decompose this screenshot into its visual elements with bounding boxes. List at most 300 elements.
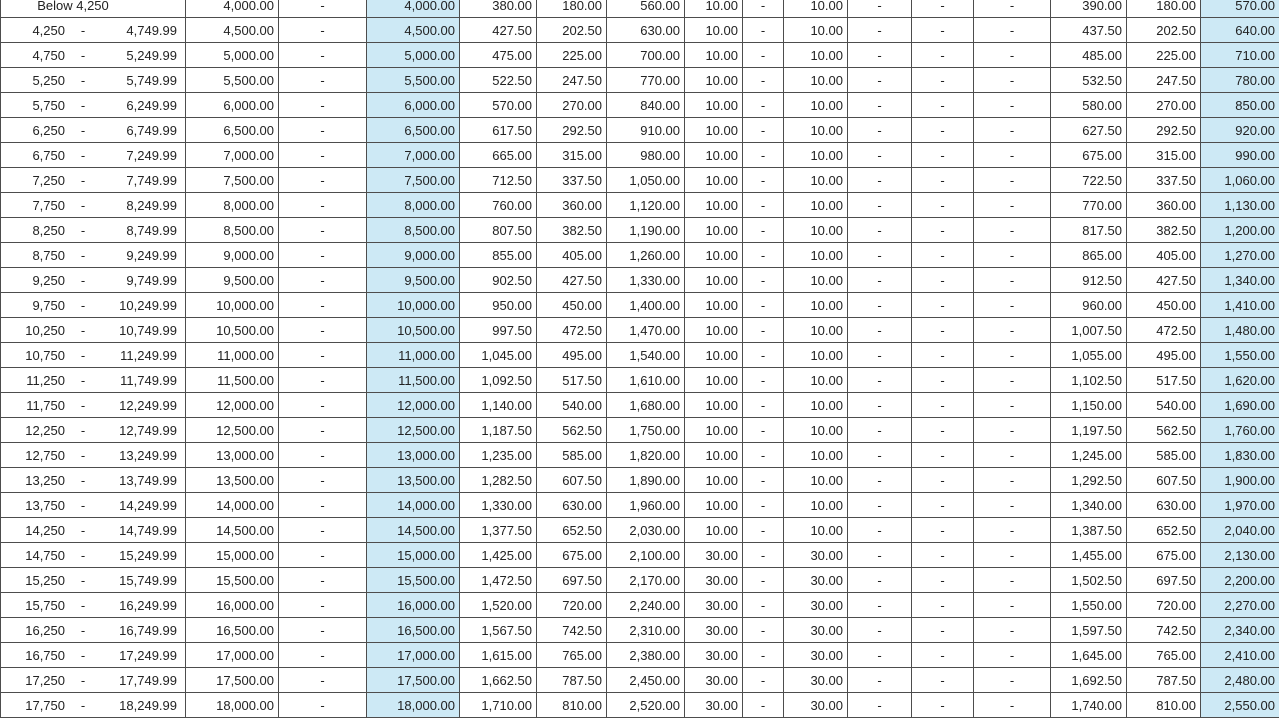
regular-total-cell: 700.00 [607, 43, 685, 68]
mpf-er-cell: - [848, 293, 912, 318]
total-salary-credit-cell: 5,500.00 [367, 68, 460, 93]
regular-total-cell: 1,120.00 [607, 193, 685, 218]
regular-ee-cell: 675.00 [537, 543, 607, 568]
mpf-salary-credit-cell: - [279, 268, 367, 293]
grand-total-cell: 1,480.00 [1201, 318, 1279, 343]
ec-ee-cell: - [743, 243, 784, 268]
total-ee-cell: 225.00 [1127, 43, 1201, 68]
salary-range-cell [1, 0, 186, 18]
regular-total-cell: 630.00 [607, 18, 685, 43]
mpf-salary-credit-cell: - [279, 568, 367, 593]
ec-ee-cell: - [743, 393, 784, 418]
table-row [1, 393, 1279, 418]
total-er-cell: 1,692.50 [1051, 668, 1127, 693]
total-er-cell: 1,550.00 [1051, 593, 1127, 618]
table-row [1, 343, 1279, 368]
total-salary-credit-cell: 17,500.00 [367, 668, 460, 693]
regular-ee-cell: 247.50 [537, 68, 607, 93]
ec-total-cell: 30.00 [784, 643, 848, 668]
salary-range-cell [1, 93, 186, 118]
total-ee-cell: 517.50 [1127, 368, 1201, 393]
total-ee-cell: 472.50 [1127, 318, 1201, 343]
mpf-total-cell: - [974, 443, 1051, 468]
mpf-total-cell: - [974, 593, 1051, 618]
grand-total-cell: 850.00 [1201, 93, 1279, 118]
range-to: 18,249.99 [119, 697, 177, 713]
regular-total-cell: 2,030.00 [607, 518, 685, 543]
salary-range-cell [1, 43, 186, 68]
monthly-salary-credit-cell: 15,000.00 [186, 543, 279, 568]
table-body [1, 0, 1279, 718]
regular-ee-cell: 562.50 [537, 418, 607, 443]
mpf-total-cell: - [974, 618, 1051, 643]
monthly-salary-credit-cell: 9,000.00 [186, 243, 279, 268]
regular-er-cell: 902.50 [460, 268, 537, 293]
total-ee-cell: 450.00 [1127, 293, 1201, 318]
mpf-total-cell: - [974, 118, 1051, 143]
total-ee-cell: 247.50 [1127, 68, 1201, 93]
total-ee-cell: 630.00 [1127, 493, 1201, 518]
range-separator: - [80, 222, 86, 238]
total-salary-credit-cell: 4,500.00 [367, 18, 460, 43]
table-row [1, 168, 1279, 193]
regular-ee-cell: 720.00 [537, 593, 607, 618]
ec-total-cell: 30.00 [784, 568, 848, 593]
ec-ee-cell: - [743, 443, 784, 468]
grand-total-cell: 1,410.00 [1201, 293, 1279, 318]
monthly-salary-credit-cell: 16,500.00 [186, 618, 279, 643]
total-ee-cell: 810.00 [1127, 693, 1201, 718]
ec-er-cell: 10.00 [685, 43, 743, 68]
ec-total-cell: 10.00 [784, 193, 848, 218]
salary-range-cell [1, 318, 186, 343]
regular-total-cell: 2,170.00 [607, 568, 685, 593]
table-row [1, 593, 1279, 618]
ec-er-cell: 10.00 [685, 218, 743, 243]
regular-total-cell: 1,960.00 [607, 493, 685, 518]
table-row [1, 43, 1279, 68]
grand-total-cell: 1,550.00 [1201, 343, 1279, 368]
total-er-cell: 485.00 [1051, 43, 1127, 68]
range-from: 13,750 [25, 497, 65, 513]
table-row [1, 543, 1279, 568]
ec-ee-cell: - [743, 418, 784, 443]
grand-total-cell: 2,040.00 [1201, 518, 1279, 543]
regular-er-cell: 1,472.50 [460, 568, 537, 593]
mpf-er-cell: - [848, 543, 912, 568]
regular-total-cell: 2,520.00 [607, 693, 685, 718]
range-to: 8,249.99 [126, 197, 177, 213]
regular-ee-cell: 405.00 [537, 243, 607, 268]
ec-total-cell: 10.00 [784, 368, 848, 393]
range-from: 5,750 [32, 97, 65, 113]
mpf-er-cell: - [848, 393, 912, 418]
total-er-cell: 1,502.50 [1051, 568, 1127, 593]
regular-total-cell: 770.00 [607, 68, 685, 93]
mpf-ee-cell: - [912, 368, 974, 393]
total-ee-cell: 270.00 [1127, 93, 1201, 118]
range-separator: - [80, 47, 86, 63]
mpf-total-cell: - [974, 493, 1051, 518]
table-row [1, 268, 1279, 293]
regular-er-cell: 1,235.00 [460, 443, 537, 468]
total-er-cell: 1,245.00 [1051, 443, 1127, 468]
salary-range-cell [1, 518, 186, 543]
total-er-cell: 1,455.00 [1051, 543, 1127, 568]
mpf-salary-credit-cell: - [279, 193, 367, 218]
grand-total-cell: 710.00 [1201, 43, 1279, 68]
ec-total-cell: 30.00 [784, 668, 848, 693]
mpf-er-cell: - [848, 618, 912, 643]
salary-range-cell [1, 443, 186, 468]
mpf-total-cell: - [974, 268, 1051, 293]
regular-er-cell: 1,092.50 [460, 368, 537, 393]
mpf-total-cell: - [974, 43, 1051, 68]
salary-range-cell [1, 168, 186, 193]
grand-total-cell: 1,130.00 [1201, 193, 1279, 218]
total-salary-credit-cell: 8,000.00 [367, 193, 460, 218]
salary-range-cell [1, 143, 186, 168]
regular-ee-cell: 697.50 [537, 568, 607, 593]
range-to: 5,249.99 [126, 47, 177, 63]
regular-ee-cell: 225.00 [537, 43, 607, 68]
total-er-cell: 627.50 [1051, 118, 1127, 143]
regular-er-cell: 1,187.50 [460, 418, 537, 443]
ec-total-cell: 10.00 [784, 318, 848, 343]
total-ee-cell: 787.50 [1127, 668, 1201, 693]
salary-range-cell [1, 393, 186, 418]
regular-total-cell: 560.00 [607, 0, 685, 18]
ec-ee-cell: - [743, 68, 784, 93]
regular-ee-cell: 630.00 [537, 493, 607, 518]
mpf-total-cell: - [974, 468, 1051, 493]
mpf-salary-credit-cell: - [279, 0, 367, 18]
grand-total-cell: 2,410.00 [1201, 643, 1279, 668]
total-salary-credit-cell: 8,500.00 [367, 218, 460, 243]
mpf-er-cell: - [848, 668, 912, 693]
table-row [1, 218, 1279, 243]
ec-ee-cell: - [743, 543, 784, 568]
total-ee-cell: 202.50 [1127, 18, 1201, 43]
monthly-salary-credit-cell: 17,500.00 [186, 668, 279, 693]
monthly-salary-credit-cell: 5,500.00 [186, 68, 279, 93]
ec-ee-cell: - [743, 143, 784, 168]
regular-total-cell: 1,820.00 [607, 443, 685, 468]
ec-er-cell: 10.00 [685, 443, 743, 468]
monthly-salary-credit-cell: 16,000.00 [186, 593, 279, 618]
mpf-er-cell: - [848, 568, 912, 593]
range-separator: - [80, 72, 86, 88]
range-from: 17,750 [25, 697, 65, 713]
range-from: 13,250 [25, 472, 65, 488]
total-ee-cell: 427.50 [1127, 268, 1201, 293]
range-separator: - [80, 322, 86, 338]
ec-er-cell: 10.00 [685, 0, 743, 18]
mpf-salary-credit-cell: - [279, 418, 367, 443]
range-from: 8,750 [32, 247, 65, 263]
ec-total-cell: 10.00 [784, 93, 848, 118]
mpf-salary-credit-cell: - [279, 468, 367, 493]
ec-ee-cell: - [743, 518, 784, 543]
total-er-cell: 912.50 [1051, 268, 1127, 293]
grand-total-cell: 1,690.00 [1201, 393, 1279, 418]
mpf-salary-credit-cell: - [279, 218, 367, 243]
mpf-ee-cell: - [912, 118, 974, 143]
mpf-total-cell: - [974, 243, 1051, 268]
monthly-salary-credit-cell: 17,000.00 [186, 643, 279, 668]
total-er-cell: 580.00 [1051, 93, 1127, 118]
mpf-total-cell: - [974, 543, 1051, 568]
mpf-er-cell: - [848, 143, 912, 168]
salary-range-cell [1, 693, 186, 718]
regular-total-cell: 1,680.00 [607, 393, 685, 418]
grand-total-cell: 1,060.00 [1201, 168, 1279, 193]
grand-total-cell: 1,620.00 [1201, 368, 1279, 393]
mpf-salary-credit-cell: - [279, 143, 367, 168]
range-to: 5,749.99 [126, 72, 177, 88]
mpf-ee-cell: - [912, 468, 974, 493]
mpf-ee-cell: - [912, 693, 974, 718]
ec-total-cell: 30.00 [784, 693, 848, 718]
range-separator: - [80, 247, 86, 263]
regular-total-cell: 1,750.00 [607, 418, 685, 443]
monthly-salary-credit-cell: 8,000.00 [186, 193, 279, 218]
monthly-salary-credit-cell: 11,000.00 [186, 343, 279, 368]
mpf-er-cell: - [848, 68, 912, 93]
ec-er-cell: 10.00 [685, 293, 743, 318]
mpf-er-cell: - [848, 593, 912, 618]
regular-total-cell: 840.00 [607, 93, 685, 118]
monthly-salary-credit-cell: 14,500.00 [186, 518, 279, 543]
ec-ee-cell: - [743, 693, 784, 718]
regular-total-cell: 2,310.00 [607, 618, 685, 643]
salary-range-cell [1, 618, 186, 643]
mpf-er-cell: - [848, 268, 912, 293]
range-from: 12,250 [25, 422, 65, 438]
mpf-total-cell: - [974, 668, 1051, 693]
range-separator: - [80, 297, 86, 313]
total-ee-cell: 562.50 [1127, 418, 1201, 443]
regular-er-cell: 1,567.50 [460, 618, 537, 643]
regular-er-cell: 1,140.00 [460, 393, 537, 418]
mpf-er-cell: - [848, 0, 912, 18]
grand-total-cell: 1,970.00 [1201, 493, 1279, 518]
mpf-salary-credit-cell: - [279, 68, 367, 93]
regular-ee-cell: 765.00 [537, 643, 607, 668]
regular-total-cell: 1,610.00 [607, 368, 685, 393]
range-from: 9,750 [32, 297, 65, 313]
mpf-er-cell: - [848, 443, 912, 468]
mpf-total-cell: - [974, 368, 1051, 393]
mpf-er-cell: - [848, 418, 912, 443]
total-salary-credit-cell: 14,000.00 [367, 493, 460, 518]
mpf-er-cell: - [848, 168, 912, 193]
ec-total-cell: 30.00 [784, 618, 848, 643]
mpf-er-cell: - [848, 218, 912, 243]
regular-total-cell: 2,100.00 [607, 543, 685, 568]
salary-range-cell [1, 18, 186, 43]
total-ee-cell: 607.50 [1127, 468, 1201, 493]
range-separator: - [80, 197, 86, 213]
regular-ee-cell: 472.50 [537, 318, 607, 343]
regular-er-cell: 712.50 [460, 168, 537, 193]
regular-ee-cell: 315.00 [537, 143, 607, 168]
total-er-cell: 675.00 [1051, 143, 1127, 168]
ec-ee-cell: - [743, 268, 784, 293]
grand-total-cell: 2,340.00 [1201, 618, 1279, 643]
mpf-ee-cell: - [912, 143, 974, 168]
total-er-cell: 1,597.50 [1051, 618, 1127, 643]
range-from: Below 4,250 [37, 0, 109, 13]
monthly-salary-credit-cell: 4,000.00 [186, 0, 279, 18]
grand-total-cell: 2,480.00 [1201, 668, 1279, 693]
regular-er-cell: 617.50 [460, 118, 537, 143]
table-row [1, 443, 1279, 468]
monthly-salary-credit-cell: 14,000.00 [186, 493, 279, 518]
regular-er-cell: 997.50 [460, 318, 537, 343]
range-to: 10,249.99 [119, 297, 177, 313]
ec-ee-cell: - [743, 568, 784, 593]
mpf-er-cell: - [848, 243, 912, 268]
total-salary-credit-cell: 18,000.00 [367, 693, 460, 718]
total-salary-credit-cell: 11,500.00 [367, 368, 460, 393]
regular-er-cell: 1,425.00 [460, 543, 537, 568]
regular-ee-cell: 180.00 [537, 0, 607, 18]
range-from: 8,250 [32, 222, 65, 238]
monthly-salary-credit-cell: 15,500.00 [186, 568, 279, 593]
total-ee-cell: 360.00 [1127, 193, 1201, 218]
regular-total-cell: 2,380.00 [607, 643, 685, 668]
range-to: 17,249.99 [119, 647, 177, 663]
mpf-total-cell: - [974, 18, 1051, 43]
total-salary-credit-cell: 12,500.00 [367, 418, 460, 443]
ec-total-cell: 10.00 [784, 293, 848, 318]
regular-ee-cell: 292.50 [537, 118, 607, 143]
range-to: 12,249.99 [119, 397, 177, 413]
ec-ee-cell: - [743, 493, 784, 518]
total-salary-credit-cell: 10,500.00 [367, 318, 460, 343]
total-ee-cell: 697.50 [1127, 568, 1201, 593]
monthly-salary-credit-cell: 13,000.00 [186, 443, 279, 468]
mpf-er-cell: - [848, 343, 912, 368]
grand-total-cell: 920.00 [1201, 118, 1279, 143]
range-from: 15,750 [25, 597, 65, 613]
mpf-salary-credit-cell: - [279, 493, 367, 518]
range-from: 7,250 [32, 172, 65, 188]
range-separator: - [80, 97, 86, 113]
salary-range-cell [1, 343, 186, 368]
regular-er-cell: 1,710.00 [460, 693, 537, 718]
monthly-salary-credit-cell: 8,500.00 [186, 218, 279, 243]
range-from: 11,250 [26, 372, 65, 388]
ec-er-cell: 10.00 [685, 193, 743, 218]
mpf-total-cell: - [974, 318, 1051, 343]
range-separator: - [80, 672, 86, 688]
range-separator: - [80, 497, 86, 513]
range-from: 14,250 [25, 522, 65, 538]
mpf-ee-cell: - [912, 168, 974, 193]
ec-er-cell: 10.00 [685, 118, 743, 143]
mpf-salary-credit-cell: - [279, 243, 367, 268]
table-row [1, 418, 1279, 443]
range-separator: - [80, 472, 86, 488]
total-ee-cell: 765.00 [1127, 643, 1201, 668]
mpf-ee-cell: - [912, 543, 974, 568]
mpf-salary-credit-cell: - [279, 293, 367, 318]
total-salary-credit-cell: 11,000.00 [367, 343, 460, 368]
total-salary-credit-cell: 13,500.00 [367, 468, 460, 493]
total-salary-credit-cell: 5,000.00 [367, 43, 460, 68]
table-row [1, 143, 1279, 168]
total-ee-cell: 675.00 [1127, 543, 1201, 568]
regular-total-cell: 910.00 [607, 118, 685, 143]
regular-er-cell: 807.50 [460, 218, 537, 243]
mpf-ee-cell: - [912, 268, 974, 293]
regular-ee-cell: 382.50 [537, 218, 607, 243]
range-separator: - [80, 572, 86, 588]
mpf-er-cell: - [848, 468, 912, 493]
total-salary-credit-cell: 9,000.00 [367, 243, 460, 268]
total-er-cell: 817.50 [1051, 218, 1127, 243]
regular-ee-cell: 270.00 [537, 93, 607, 118]
ec-er-cell: 10.00 [685, 418, 743, 443]
total-salary-credit-cell: 10,000.00 [367, 293, 460, 318]
mpf-ee-cell: - [912, 418, 974, 443]
regular-ee-cell: 360.00 [537, 193, 607, 218]
range-separator: - [80, 597, 86, 613]
ec-total-cell: 10.00 [784, 143, 848, 168]
range-from: 11,750 [26, 397, 65, 413]
total-ee-cell: 742.50 [1127, 618, 1201, 643]
total-ee-cell: 315.00 [1127, 143, 1201, 168]
regular-total-cell: 2,240.00 [607, 593, 685, 618]
grand-total-cell: 780.00 [1201, 68, 1279, 93]
total-salary-credit-cell: 16,500.00 [367, 618, 460, 643]
regular-er-cell: 1,330.00 [460, 493, 537, 518]
regular-total-cell: 980.00 [607, 143, 685, 168]
table-row [1, 293, 1279, 318]
ec-er-cell: 10.00 [685, 468, 743, 493]
range-from: 16,750 [25, 647, 65, 663]
grand-total-cell: 1,270.00 [1201, 243, 1279, 268]
regular-er-cell: 427.50 [460, 18, 537, 43]
salary-range-cell [1, 568, 186, 593]
mpf-ee-cell: - [912, 343, 974, 368]
ec-total-cell: 10.00 [784, 343, 848, 368]
table-row [1, 0, 1279, 18]
ec-er-cell: 10.00 [685, 268, 743, 293]
salary-range-cell [1, 668, 186, 693]
range-separator: - [80, 447, 86, 463]
monthly-salary-credit-cell: 7,000.00 [186, 143, 279, 168]
range-to: 17,749.99 [119, 672, 177, 688]
mpf-ee-cell: - [912, 643, 974, 668]
range-from: 9,250 [32, 272, 65, 288]
range-to: 15,749.99 [119, 572, 177, 588]
total-ee-cell: 495.00 [1127, 343, 1201, 368]
ec-er-cell: 30.00 [685, 593, 743, 618]
regular-total-cell: 1,260.00 [607, 243, 685, 268]
regular-ee-cell: 427.50 [537, 268, 607, 293]
table-row [1, 468, 1279, 493]
total-er-cell: 1,055.00 [1051, 343, 1127, 368]
total-er-cell: 1,340.00 [1051, 493, 1127, 518]
mpf-total-cell: - [974, 193, 1051, 218]
range-separator: - [80, 422, 86, 438]
ec-er-cell: 10.00 [685, 93, 743, 118]
table-row [1, 68, 1279, 93]
total-er-cell: 1,645.00 [1051, 643, 1127, 668]
